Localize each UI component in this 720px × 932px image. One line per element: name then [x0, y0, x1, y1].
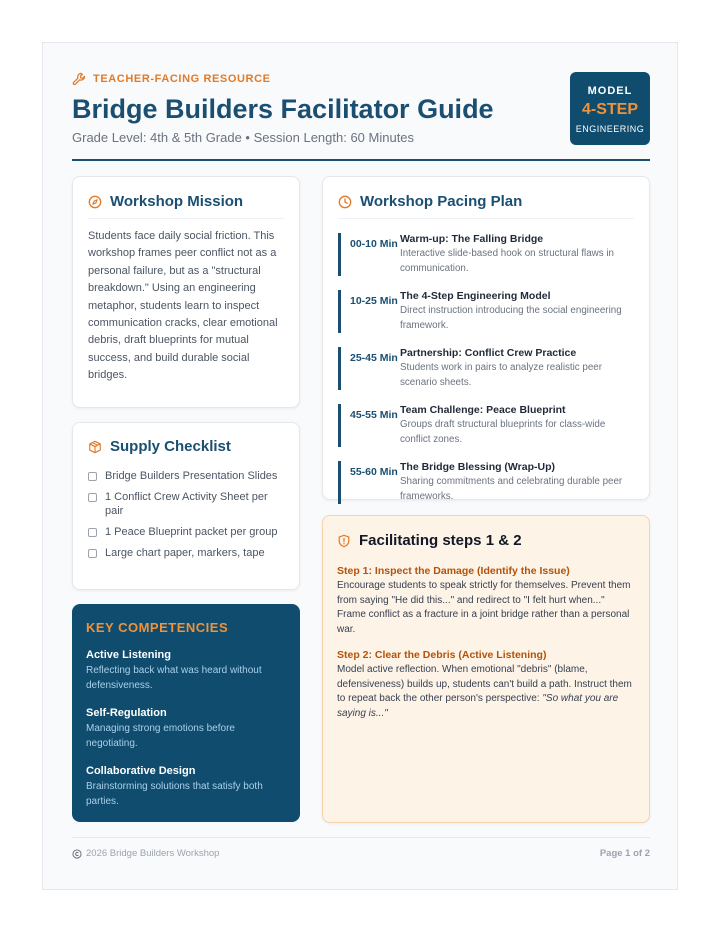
supply-title: Supply Checklist	[110, 438, 231, 455]
page-subtitle: Grade Level: 4th & 5th Grade • Session Length: 60 Minutes	[72, 130, 415, 145]
steps-title: Facilitating steps 1 & 2	[359, 532, 522, 549]
mission-title: Workshop Mission	[110, 193, 244, 210]
checkbox[interactable]	[88, 493, 97, 502]
supply-item[interactable]	[88, 490, 284, 518]
clock-icon	[338, 195, 352, 209]
badge-line-2: 4-STEP	[581, 101, 638, 118]
step-2-quote: "So what you are saying is..."	[337, 693, 619, 719]
pacing-body	[398, 461, 634, 504]
pacing-time: 55-60 Min	[338, 461, 398, 504]
supply-item-label: Bridge Builders Presentation Slides	[105, 470, 278, 482]
pacing-time: 00-10 Min	[338, 233, 398, 276]
pacing-time: 25-45 Min	[338, 347, 398, 390]
eyebrow	[72, 71, 650, 87]
eyebrow-label: TEACHER-FACING RESOURCE	[93, 73, 271, 85]
badge-line-1: MODEL	[587, 85, 633, 97]
supply-item-label: 1 Conflict Crew Activity Sheet per pair	[105, 491, 268, 517]
competency-title: Self-Regulation	[86, 707, 167, 719]
footer-copyright-text: 2026 Bridge Builders Workshop	[86, 848, 220, 859]
competency-item	[86, 649, 286, 693]
pacing-card	[322, 176, 650, 500]
pacing-row-title: The Bridge Blessing (Wrap-Up)	[400, 461, 555, 473]
pacing-time: 45-55 Min	[338, 404, 398, 447]
checkbox[interactable]	[88, 528, 97, 537]
shield-icon	[337, 534, 351, 548]
checkbox[interactable]	[88, 472, 97, 481]
steps-heading	[337, 532, 635, 549]
page-number: Page 1 of 2	[599, 848, 650, 859]
supply-item[interactable]	[88, 546, 284, 560]
badge-line-3: ENGINEERING	[575, 124, 645, 134]
competency-desc: Managing strong emotions before negotiating.	[86, 723, 235, 749]
steps-card	[322, 515, 650, 823]
mission-heading	[88, 193, 284, 219]
compass-icon	[88, 195, 102, 209]
competency-title: Active Listening	[86, 649, 171, 661]
pacing-row-title: Warm-up: The Falling Bridge	[400, 233, 544, 245]
competency-item	[86, 707, 286, 751]
pacing-row-title: Partnership: Conflict Crew Practice	[400, 347, 577, 359]
footer-copyright	[72, 848, 219, 859]
pacing-row	[338, 290, 634, 333]
competencies-panel	[72, 604, 300, 822]
pacing-row-title: Team Challenge: Peace Blueprint	[400, 404, 566, 416]
pacing-row-desc: Direct instruction introducing the social engineering framework.	[400, 305, 622, 331]
page-header	[72, 71, 650, 145]
pacing-body	[398, 347, 634, 390]
step-1-title: Step 1: Inspect the Damage (Identify the Issue)	[337, 565, 570, 577]
pacing-body	[398, 290, 634, 333]
pacing-heading	[338, 193, 634, 219]
pacing-row	[338, 461, 634, 504]
wrench-icon	[72, 72, 86, 86]
competency-title: Collaborative Design	[86, 765, 196, 777]
step-2-text	[337, 663, 635, 721]
checkbox[interactable]	[88, 549, 97, 558]
page-title: Bridge Builders Facilitator Guide	[72, 94, 494, 124]
copyright-icon	[72, 849, 82, 859]
mission-card	[72, 176, 300, 408]
pacing-row-desc: Students work in pairs to analyze realistic peer scenario sheets.	[400, 362, 603, 388]
competency-item	[86, 765, 286, 809]
step-1-text: Encourage students to speak strictly for themselves. Prevent them from saying "He did this..." and redirect to "I felt hurt when..." Frame conflict as a fracture in a joint bridge rather than a personal war.	[337, 580, 631, 635]
model-badge	[570, 72, 650, 145]
supply-item-label: 1 Peace Blueprint packet per group	[105, 526, 278, 538]
supply-card	[72, 422, 300, 590]
mission-text: Students face daily social friction. This workshop frames peer conflict not as a personal failure, but as a "structural breakdown." Using an engineering metaphor, students learn to inspect communication cracks, clear emotional debris, draft blueprints for mutual success, and build durable social bridges.	[88, 230, 278, 382]
pacing-time: 10-25 Min	[338, 290, 398, 333]
competencies-title: KEY COMPETENCIES	[86, 620, 229, 635]
supply-heading	[88, 438, 284, 455]
page-footer	[72, 837, 650, 859]
guide-page	[42, 42, 678, 890]
competency-desc: Reflecting back what was heard without defensiveness.	[86, 665, 262, 691]
box-icon	[88, 440, 102, 454]
supply-item[interactable]	[88, 525, 284, 539]
competency-desc: Brainstorming solutions that satisfy both parties.	[86, 781, 263, 807]
pacing-row-desc: Interactive slide-based hook on structural flaws in communication.	[400, 248, 615, 274]
pacing-body	[398, 404, 634, 447]
pacing-row-title: The 4-Step Engineering Model	[400, 290, 551, 302]
header-divider	[72, 159, 650, 161]
supply-list	[88, 469, 284, 560]
pacing-row-desc: Sharing commitments and celebrating durable peer frameworks.	[400, 476, 623, 502]
pacing-title: Workshop Pacing Plan	[360, 193, 523, 210]
supply-item[interactable]	[88, 469, 284, 483]
pacing-body	[398, 233, 634, 276]
pacing-row	[338, 233, 634, 276]
step-2-body: Model active reflection. When emotional "debris" (blame, defensiveness) builds up, students can't build a path. Instruct them to repeat back the other person's perspective:	[337, 664, 632, 704]
supply-item-label: Large chart paper, markers, tape	[105, 547, 265, 559]
pacing-row	[338, 404, 634, 447]
pacing-row-desc: Groups draft structural blueprints for class-wide conflict zones.	[400, 419, 606, 445]
pacing-row	[338, 347, 634, 390]
step-2-title: Step 2: Clear the Debris (Active Listening)	[337, 649, 547, 661]
